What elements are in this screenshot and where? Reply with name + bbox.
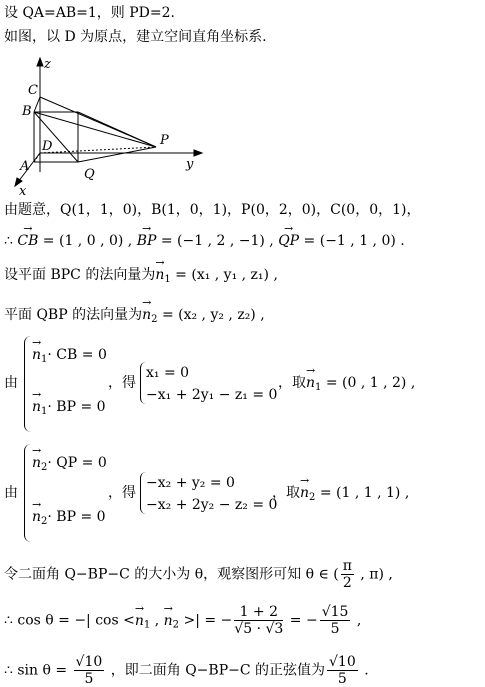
system2-bottom: → $n_2\cdot$ BP = 0 bbox=[32, 508, 106, 531]
axis-y-label: y bbox=[186, 157, 194, 172]
line-normal-qbp: 平面 QBP 的法向量为→ $n_2 = (x_2$ , y₂ , z₂) , bbox=[4, 306, 265, 329]
point-A-label: A bbox=[20, 159, 30, 174]
system1-bottom: → $n_1\cdot$ BP = 0 bbox=[32, 398, 106, 421]
system2-eq1: −x₂ + y₂ = 0 bbox=[146, 475, 235, 491]
line-setup: 设 QA=AB=1，则 PD=2. bbox=[4, 5, 175, 21]
line-vectors: ∴ → CB = (1 , 0 , 0) , → BP = (−1 , 2 , −1) , → QP = (−1 , 1 , 0) . bbox=[4, 232, 405, 250]
system2-result: ，取→ $n_2 = (1$ , 1 , 1) , bbox=[272, 484, 409, 507]
axis-x-label: x bbox=[19, 184, 27, 197]
system1-top: → $n_1\cdot$ CB = 0 bbox=[32, 346, 107, 369]
system2-brace bbox=[24, 444, 31, 542]
system2-eq2: −x₂ + 2y₂ − z₂ = 0 bbox=[146, 497, 278, 513]
geometry-figure bbox=[8, 52, 218, 197]
system1-result: ，取→ $n_1 = (0$ , 1 , 2) , bbox=[278, 374, 415, 397]
system2-get: ，得 bbox=[108, 485, 136, 501]
point-C-label: C bbox=[28, 83, 38, 98]
axis-z-label: z bbox=[44, 57, 51, 72]
system2-you: 由 bbox=[4, 485, 18, 501]
line-coordinate-system: 如图，以 D 为原点，建立空间直角坐标系. bbox=[4, 29, 267, 45]
system1-eq2: −x₁ + 2y₁ − z₁ = 0 bbox=[146, 387, 278, 403]
system2-top: → $n_2\cdot$ QP = 0 bbox=[32, 454, 107, 477]
system1-get: ，得 bbox=[108, 375, 136, 391]
line-dihedral-angle: 令二面角 Q−BP−C 的大小为 θ，观察图形可知 θ ∈ ( $\frac{\pi}{2}$ , π) , bbox=[4, 558, 393, 591]
system1-eq1: x₁ = 0 bbox=[146, 365, 190, 381]
line-cos: ∴ cos θ = −| $\cos <\to n_1$ , → $n_2$ >| = − $\frac{1 + 2}{√5 \cdot √3}$ = − $\frac{√15}{5}$ , bbox=[4, 604, 361, 637]
point-P-label: P bbox=[160, 133, 169, 148]
line-sin: ∴ sin θ = $\frac{√10}{5}$ ，即二面角 Q−BP−C 的正弦值为 $\frac{√10}{5}$ . bbox=[4, 654, 369, 687]
point-D-label: D bbox=[42, 139, 53, 154]
point-Q-label: Q bbox=[84, 167, 95, 182]
line-normal-bpc: 设平面 BPC 的法向量为→ $n_1 = (x_1$ , y₁ , z₁) , bbox=[4, 266, 278, 289]
line-coordinates: 由题意，Q(1，1，0)，B(1，0，1)，P(0，2，0)，C(0，0，1)， bbox=[4, 202, 421, 218]
system1-brace bbox=[24, 336, 31, 432]
system1-you: 由 bbox=[4, 375, 18, 391]
point-B-label: B bbox=[22, 104, 32, 119]
